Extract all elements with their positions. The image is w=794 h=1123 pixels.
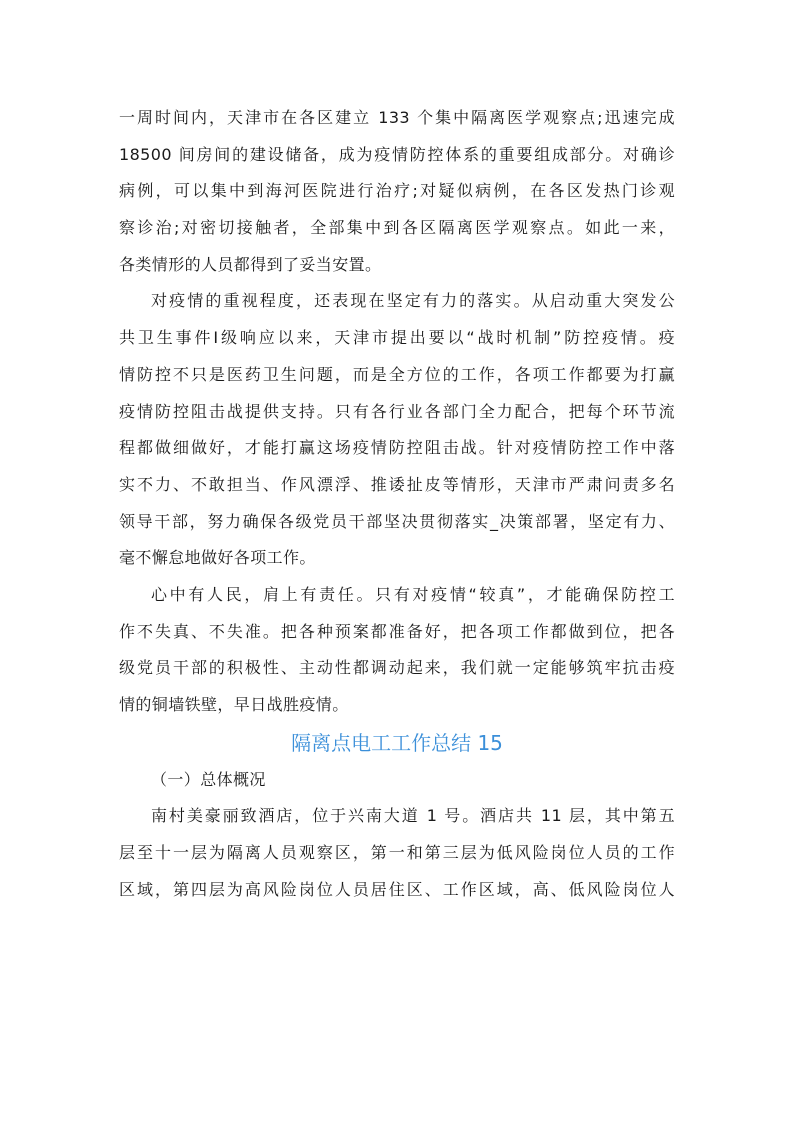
text-line: 疫情防控阻击战提供支持。只有各行业各部门全力配合，把每个环节流 bbox=[119, 401, 675, 421]
paragraph bbox=[119, 100, 675, 283]
paragraph bbox=[119, 762, 675, 799]
text-line: 层至十一层为隔离人员观察区，第一和第三层为低风险岗位人员的工作 bbox=[119, 843, 675, 863]
text-line: 对疫情的重视程度，还表现在坚定有力的落实。从启动重大突发公 bbox=[151, 291, 675, 311]
document-body bbox=[119, 100, 675, 908]
text-line: 作不失真、不失准。把各种预案都准备好，把各项工作都做到位，把各 bbox=[119, 621, 675, 641]
text-line: 察诊治;对密切接触者，全部集中到各区隔离医学观察点。如此一来， bbox=[119, 218, 675, 238]
text-line: 一周时间内，天津市在各区建立 133 个集中隔离医学观察点;迅速完成 bbox=[119, 108, 675, 127]
text-line: 病例，可以集中到海河医院进行治疗;对疑似病例，在各区发热门诊观 bbox=[119, 181, 675, 201]
section-heading: 隔离点电工工作总结 15 bbox=[291, 730, 503, 755]
text-line: 18500 间房间的建设储备，成为疫情防控体系的重要组成部分。对确诊 bbox=[119, 144, 675, 164]
text-line: 毫不懈怠地做好各项工作。 bbox=[119, 548, 316, 568]
text-line: 级党员干部的积极性、主动性都调动起来，我们就一定能够筑牢抗击疫 bbox=[119, 658, 675, 678]
text-line: 区域，第四层为高风险岗位人员居住区、工作区域，高、低风险岗位人 bbox=[119, 879, 675, 899]
text-line: 实不力、不敢担当、作风漂浮、推诿扯皮等情形，天津市严肃问责多名 bbox=[119, 474, 675, 494]
text-line: 南村美豪丽致酒店，位于兴南大道 1 号。酒店共 11 层，其中第五 bbox=[151, 806, 675, 826]
paragraph bbox=[119, 283, 675, 577]
text-line: 共卫生事件Ⅰ级响应以来，天津市提出要以“战时机制”防控疫情。疫 bbox=[119, 328, 675, 348]
text-line: 各类情形的人员都得到了妥当安置。 bbox=[119, 254, 382, 274]
text-line: 心中有人民，肩上有责任。只有对疫情“较真”，才能确保防控工 bbox=[151, 584, 675, 604]
text-line: 程都做细做好，才能打赢这场疫情防控阻击战。针对疫情防控工作中落 bbox=[119, 438, 675, 458]
paragraph bbox=[119, 798, 675, 908]
subheading: （一）总体概况 bbox=[151, 769, 266, 789]
paragraph bbox=[119, 577, 675, 724]
text-line: 情的铜墙铁壁，早日战胜疫情。 bbox=[119, 695, 349, 714]
text-line: 领导干部，努力确保各级党员干部坚决贯彻落实_决策部署，坚定有力、 bbox=[119, 511, 675, 531]
text-line: 情防控不只是医药卫生问题，而是全方位的工作，各项工作都要为打赢 bbox=[119, 364, 675, 384]
